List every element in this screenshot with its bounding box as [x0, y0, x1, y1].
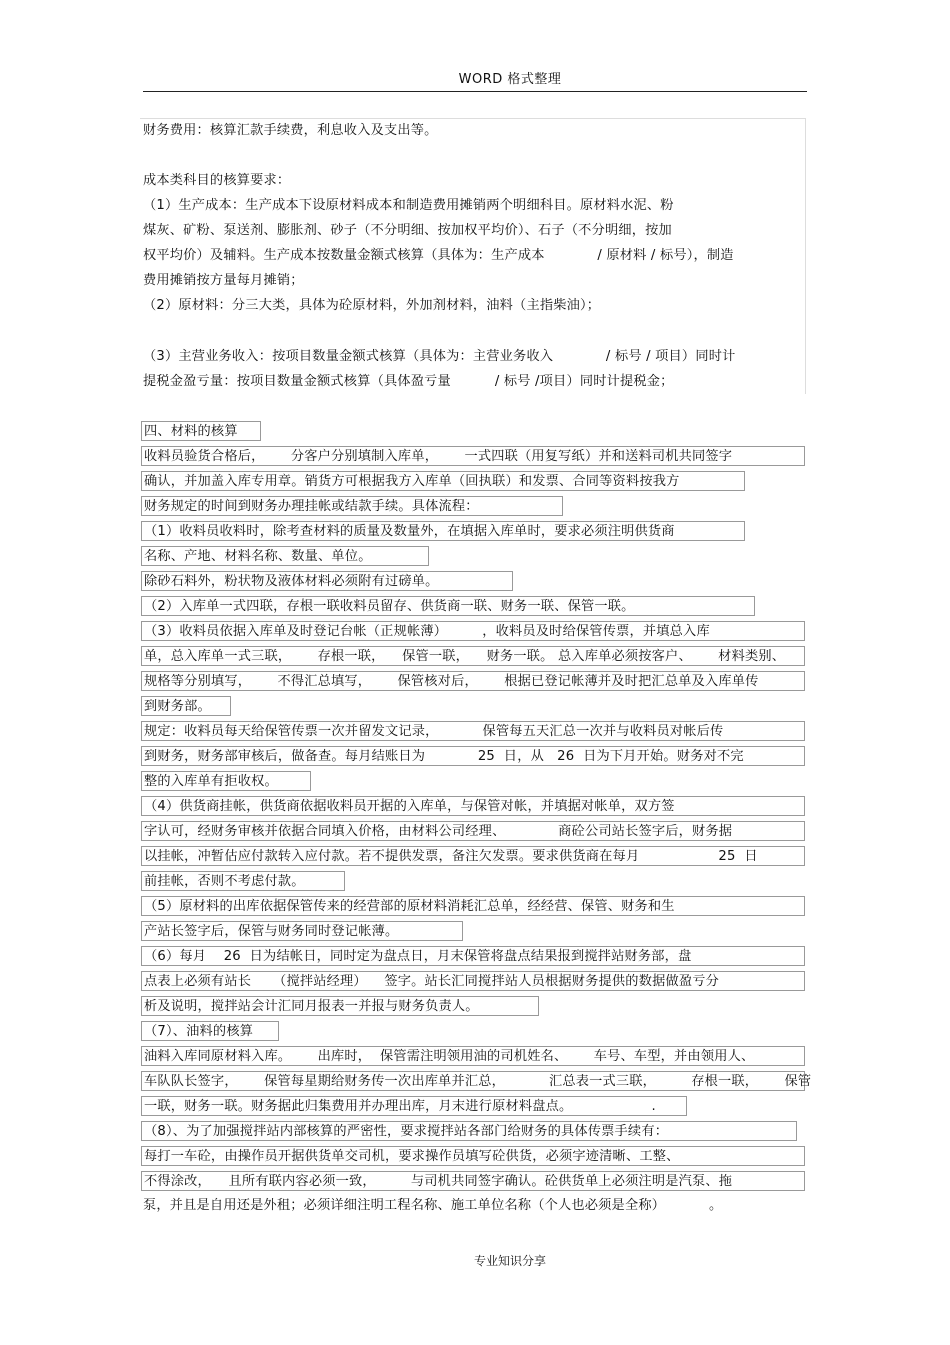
text-line: 不得涂改， 且所有联内容必须一致， 与司机共同签字确认。砼供货单上必须注明是汽泵、拖	[141, 1171, 805, 1191]
text-line: 财务规定的时间到财务办理挂帐或结款手续。具体流程：	[141, 496, 563, 516]
text-line: （1）收料员收料时，除考查材料的质量及数量外，在填据入库单时，要求必须注明供货商	[141, 521, 745, 541]
text-line: （8）、为了加强搅拌站内部核算的严密性，要求搅拌站各部门给财务的具体传票手续有：	[141, 1121, 797, 1141]
footer-text: 专业知识分享	[473, 1254, 546, 1268]
text-line: （3）主营业务收入：按项目数量金额式核算（具体为：主营业务收入 / 标号 / 项目）同时计	[143, 349, 736, 364]
text-line: 产站长签字后，保管与财务同时登记帐薄。	[141, 921, 463, 941]
text-line: 每打一车砼，由操作员开据供货单交司机，要求操作员填写砼供货，必须字迹清晰、工整、	[141, 1146, 805, 1166]
text-line: 提税金盈亏量：按项目数量金额式核算（具体盈亏量 / 标号 /项目）同时计提税金；	[143, 374, 674, 389]
text-line: 规格等分别填写， 不得汇总填写， 保管核对后， 根据已登记帐薄并及时把汇总单及入库单传	[141, 671, 805, 691]
text-line: 确认，并加盖入库专用章。销货方可根据我方入库单（回执联）和发票、合同等资料按我方	[141, 471, 745, 491]
text-line: 析及说明，搅拌站会计汇同月报表一并报与财务负责人。	[141, 996, 539, 1016]
text-line: 泵，并且是自用还是外租；必须详细注明工程名称、施工单位名称（个人也必须是全称） 。	[143, 1198, 723, 1213]
section-heading: （7）、油料的核算	[141, 1021, 279, 1041]
header-title: WORD 格式整理	[458, 72, 562, 87]
text-line: 字认可，经财务审核并依据合同填入价格，由材料公司经理、 商砼公司站长签字后，财务据	[141, 821, 805, 841]
text-line: 煤灰、矿粉、泵送剂、膨胀剂、砂子（不分明细、按加权平均价）、石子（不分明细，按加	[143, 223, 672, 238]
text-line: 到财务，财务部审核后，做备查。每月结账日为 25 日，从 26 日为下月开始。财务对不完	[141, 746, 805, 766]
text-line: 权平均价）及辅料。生产成本按数量金额式核算（具体为：生产成本 / 原材料 / 标号），制造	[143, 248, 734, 263]
text-line: 名称、产地、材料名称、数量、单位。	[141, 546, 429, 566]
text-line: 单，总入库单一式三联， 存根一联， 保管一联， 财务一联。 总入库单必须按客户、 材料类别、	[141, 646, 805, 666]
text-line: 成本类科目的核算要求：	[143, 173, 291, 188]
text-line: （2）入库单一式四联，存根一联收料员留存、供货商一联、财务一联、保管一联。	[141, 596, 755, 616]
text-line: （5）原材料的出库依据保管传来的经营部的原材料消耗汇总单，经经营、保管、财务和生	[141, 896, 805, 916]
text-line: 车队队长签字， 保管每星期给财务传一次出库单并汇总， 汇总表一式三联， 存根一联， 保管	[141, 1071, 805, 1091]
text-line: 前挂帐，否则不考虑付款。	[141, 871, 345, 891]
text-line: 费用摊销按方量每月摊销；	[143, 273, 304, 288]
section-heading: 四、材料的核算	[141, 421, 261, 441]
text-line: （3）收料员依据入库单及时登记台帐（正规帐薄） ，收料员及时给保管传票，并填总入库	[141, 621, 805, 641]
text-line: （1）生产成本：生产成本下设原材料成本和制造费用摊销两个明细科目。原材料水泥、粉	[143, 198, 674, 213]
text-line: 一联，财务一联。财务据此归集费用并办理出库，月末进行原材料盘点。 .	[141, 1096, 687, 1116]
text-line: 到财务部。	[141, 696, 231, 716]
text-line: 点表上必须有站长 （搅拌站经理） 签字。站长汇同搅拌站人员根据财务提供的数据做盈亏分	[141, 971, 805, 991]
text-line: 整的入库单有拒收权。	[141, 771, 311, 791]
text-line: 以挂帐，冲暂估应付款转入应付款。若不提供发票，备注欠发票。要求供货商在每月 25 日	[141, 846, 805, 866]
header-rule	[143, 91, 807, 92]
text-line: 收料员验货合格后， 分客户分别填制入库单， 一式四联（用复写纸）并和送料司机共同签字	[141, 446, 805, 466]
text-line: 除砂石料外，粉状物及液体材料必须附有过磅单。	[141, 571, 513, 591]
text-line: （2）原材料：分三大类，具体为砼原材料，外加剂材料，油料（主指柴油）；	[143, 298, 601, 313]
text-line: （6）每月 26 日为结帐日，同时定为盘点日，月末保管将盘点结果报到搅拌站财务部，盘	[141, 946, 805, 966]
text-line: 规定：收料员每天给保管传票一次并留发文记录， 保管每五天汇总一次并与收料员对帐后传	[141, 721, 805, 741]
text-line: （4）供货商挂帐，供货商依据收料员开据的入库单，与保管对帐，并填据对帐单，双方签	[141, 796, 805, 816]
text-line: 油料入库同原材料入库。 出库时， 保管需注明领用油的司机姓名、 车号、车型，并由领用人、	[141, 1046, 805, 1066]
text-line: 财务费用：核算汇款手续费，利息收入及支出等。	[143, 123, 438, 138]
